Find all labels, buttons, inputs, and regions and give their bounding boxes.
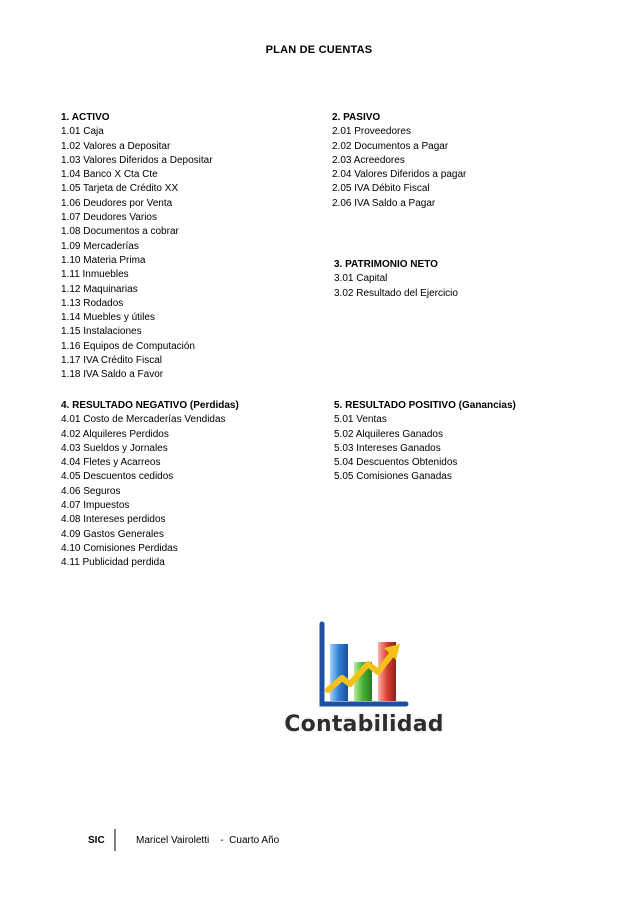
account-item: 4.10 Comisiones Perdidas [61,542,178,554]
account-item: 1.13 Rodados [61,297,124,309]
account-item: 1.17 IVA Crédito Fiscal [61,355,162,367]
account-item: 2.03 Acreedores [332,154,405,166]
account-list [334,272,458,301]
bar-chart-growth-icon [276,620,452,712]
account-item: 1.05 Tarjeta de Crédito XX [61,183,179,195]
account-item: 4.08 Intereses perdidos [61,514,166,526]
section-heading: 5. RESULTADO POSITIVO (Ganancias) [334,400,516,411]
footer-divider [114,829,116,851]
page-title: PLAN DE CUENTAS [265,44,373,56]
account-item: 5.03 Intereses Ganados [334,442,441,454]
account-item: 5.04 Descuentos Obtenidos [334,457,458,469]
account-item: 4.05 Descuentos cedidos [61,471,174,483]
account-item: 3.02 Resultado del Ejercicio [334,287,458,299]
section-pasivo [332,111,466,211]
account-item: 1.09 Mercaderías [61,240,139,252]
account-item: 2.06 IVA Saldo a Pagar [332,197,436,209]
footer-text: Maricel Vairoletti - Cuarto Año [136,834,280,846]
account-item: 4.06 Seguros [61,485,121,497]
account-item: 5.05 Comisiones Ganadas [334,471,452,483]
account-item: 1.06 Deudores por Venta [61,197,173,209]
account-item: 3.01 Capital [334,273,388,285]
account-list [61,413,239,570]
account-item: 1.02 Valores a Depositar [61,140,171,152]
account-item: 2.05 IVA Débito Fiscal [332,183,430,195]
account-item: 1.15 Instalaciones [61,326,142,338]
section-activo [61,111,213,383]
section-heading: 3. PATRIMONIO NETO [334,259,438,270]
account-item: 5.02 Alquileres Ganados [334,428,443,440]
account-item: 4.02 Alquileres Perdidos [61,428,169,440]
footer-label: SIC [88,834,105,846]
account-item: 5.01 Ventas [334,414,387,426]
section-resultado-positivo [334,399,516,485]
account-item: 4.01 Costo de Mercaderías Vendidas [61,414,226,426]
page-footer [88,829,348,851]
account-item: 1.07 Deudores Varios [61,212,157,224]
account-item: 4.11 Publicidad perdida [61,557,165,569]
account-item: 2.01 Proveedores [332,126,411,138]
account-item: 2.02 Documentos a Pagar [332,140,449,152]
account-item: 4.04 Fletes y Acarreos [61,457,161,469]
account-item: 1.04 Banco X Cta Cte [61,169,158,181]
account-item: 2.04 Valores Diferidos a pagar [332,169,467,181]
account-item: 4.07 Impuestos [61,500,130,512]
logo-text: Contabilidad [284,712,444,737]
account-list [61,125,213,382]
account-item: 1.16 Equipos de Computación [61,340,195,352]
account-list [332,125,466,211]
account-item: 1.12 Maquinarias [61,283,138,295]
account-item: 4.03 Sueldos y Jornales [61,442,168,454]
account-item: 1.18 IVA Saldo a Favor [61,369,164,381]
contabilidad-logo [276,620,452,744]
section-heading: 4. RESULTADO NEGATIVO (Perdidas) [61,400,239,411]
section-resultado-negativo [61,399,239,571]
account-item: 1.08 Documentos a cobrar [61,226,179,238]
account-list [334,413,516,484]
account-item: 1.03 Valores Diferidos a Depositar [61,154,213,166]
account-item: 1.01 Caja [61,126,104,138]
account-item: 4.09 Gastos Generales [61,528,164,540]
section-heading: 1. ACTIVO [61,112,110,123]
account-item: 1.11 Inmuebles [61,269,129,281]
section-heading: 2. PASIVO [332,112,381,123]
account-item: 1.10 Materia Prima [61,254,146,266]
account-item: 1.14 Muebles y útiles [61,312,155,324]
section-patrimonio-neto [334,258,458,301]
